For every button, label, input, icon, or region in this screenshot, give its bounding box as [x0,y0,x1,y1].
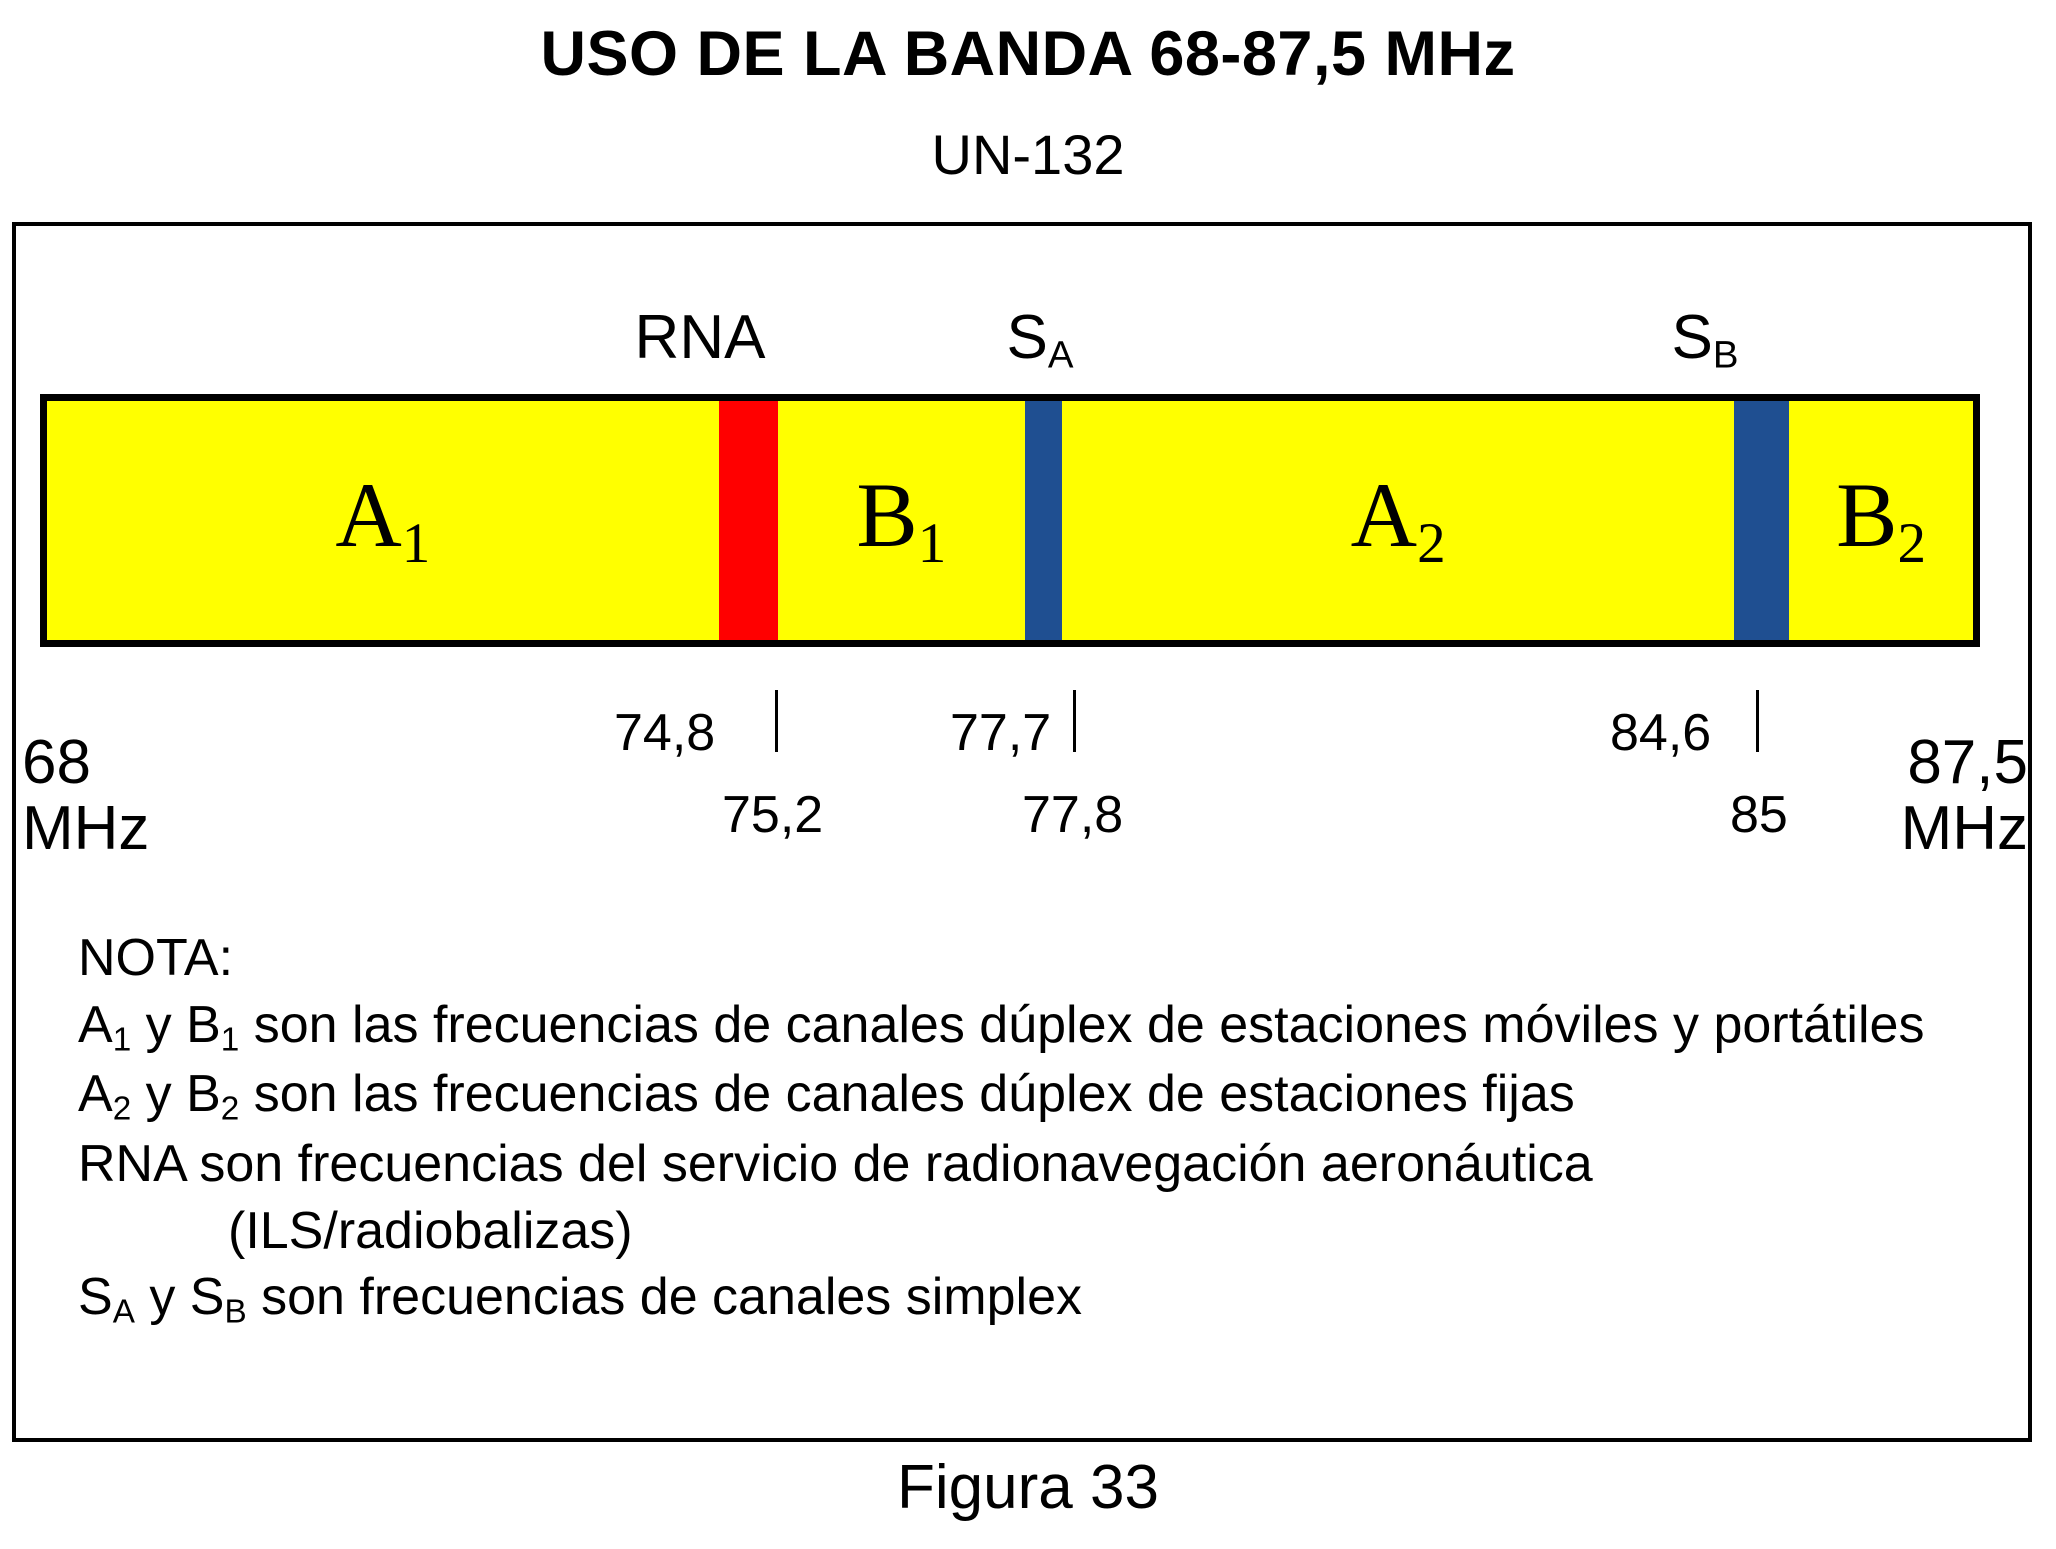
segment-b2 [1789,401,1973,640]
note-line-3: RNA son frecuencias del servicio de radionavegación aeronáutica [78,1135,1593,1194]
note-line-5: $S_A$ y $S_B$ son frecuencias de canales simplex [78,1268,1082,1331]
label-rna: RNA [634,303,766,372]
tick-line-75-2 [775,690,778,752]
segment-sb [1734,401,1789,640]
tick-label-77-8: 77,8 [1022,786,1124,844]
note-heading: NOTA: [78,929,234,987]
segment-a1-label: $A_1$ [335,463,431,575]
note-block [78,925,1978,1334]
page-title: USO DE LA BANDA 68-87,5 MHz [540,19,1516,89]
segment-b1-label: $B_1$ [856,463,947,575]
tick-line-77-8 [1073,690,1076,752]
tick-label-75-2: 75,2 [722,786,824,844]
tick-label-74-8: 74,8 [614,704,716,762]
segment-b2-label: $B_2$ [1836,463,1927,575]
segment-b1 [778,401,1025,640]
spectrum-bar [40,394,1980,647]
tick-label-84-6: 84,6 [1610,704,1712,762]
note-line-4: (ILS/radiobalizas) [228,1201,633,1260]
band-start-label: 68 MHz [22,728,150,863]
tick-label-77-7: 77,7 [950,704,1052,762]
segment-a2-label: $A_2$ [1350,463,1446,575]
segment-sa [1025,401,1063,640]
label-sa: $S_A$ [1006,303,1074,377]
band-end-label: 87,5 MHz [1900,728,2028,863]
segment-rna [719,401,778,640]
figure-caption: Figura 33 [897,1453,1159,1522]
page-subtitle: UN-132 [931,123,1125,186]
tick-label-85: 85 [1730,786,1788,844]
note-line-1: $A_1$ y $B_1$ son las frecuencias de canales dúplex de estaciones móviles y portátiles [78,995,1925,1058]
segment-a1 [47,401,719,640]
note-line-2: $A_2$ y $B_2$ son las frecuencias de canales dúplex de estaciones fijas [78,1065,1575,1128]
tick-line-85 [1756,690,1759,752]
segment-a2 [1062,401,1734,640]
label-sb: $S_B$ [1671,303,1739,377]
